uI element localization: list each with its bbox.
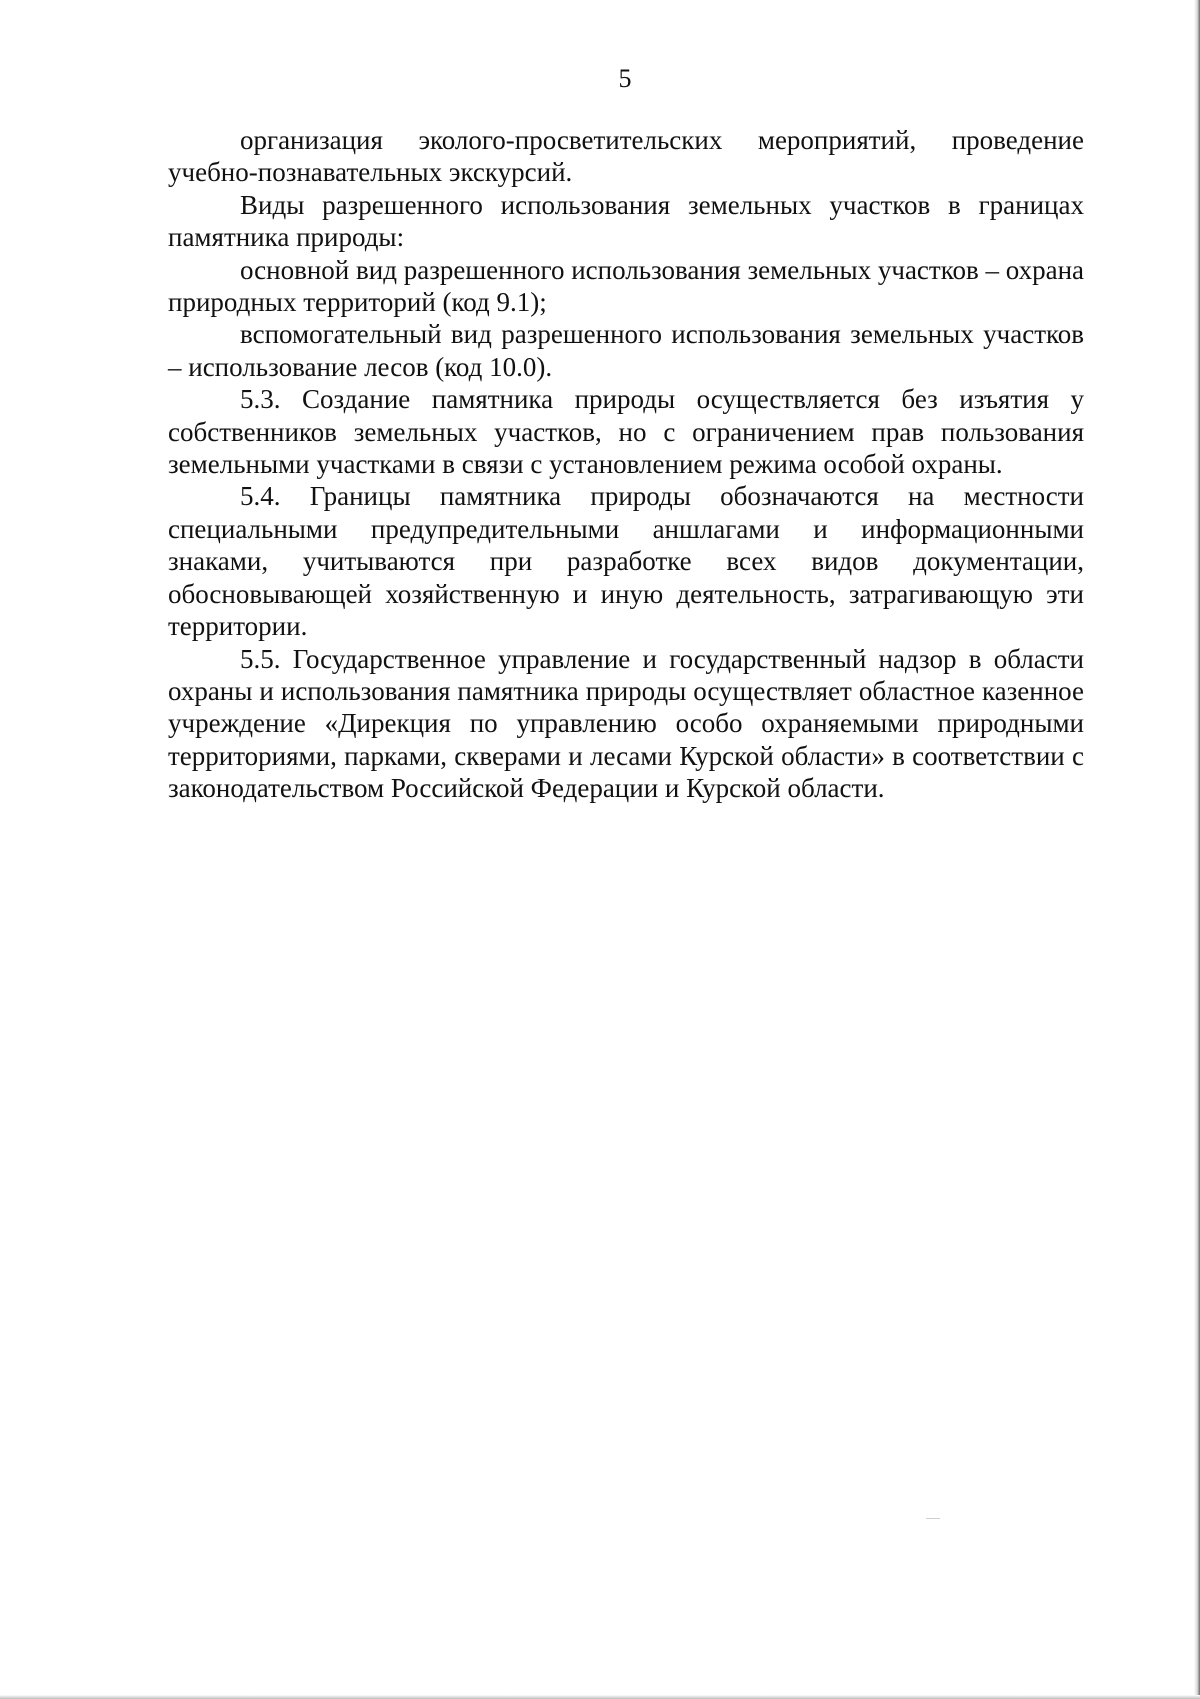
- scan-edge-right: [1194, 0, 1200, 1699]
- scan-speck: [926, 1518, 940, 1519]
- paragraph-5-4: 5.4. Границы памятника природы обозначаются на местности специальными предупредительными аншлагами и информационными знаками, учитываются при разработке всех видов документации, обосновывающей хозяйственную и иную деятельность, затрагивающую эти территории.: [168, 481, 1084, 642]
- scan-edge-bottom: [0, 1695, 1200, 1699]
- paragraph-permitted-use-intro: Виды разрешенного использования земельных участков в границах памятника природы:: [168, 189, 1084, 253]
- paragraph-5-3: 5.3. Создание памятника природы осуществляется без изъятия у собственников земельных участков, но с ограничением прав пользования земельными участками в связи с установлением режима особой охраны.: [168, 384, 1084, 480]
- paragraph-main-use: основной вид разрешенного использования земельных участков – охрана природных территорий (код 9.1);: [168, 254, 1084, 318]
- page-number: 5: [618, 64, 632, 93]
- paragraph-5-5: 5.5. Государственное управление и государственный надзор в области охраны и использования памятника природы осуществляет областное казенное учреждение «Дирекция по управлению особо охраняемыми природными территориями, парками, скверами и лесами Курской области» в соответствии с законодательством Российской Федерации и Курской области.: [168, 643, 1084, 804]
- paragraph-events: организация эколого-просветительских мероприятий, проведение учебно-познавательных экскурсий.: [168, 125, 1084, 188]
- paragraph-auxiliary-use: вспомогательный вид разрешенного использования земельных участков – использование лесов (код 10.0).: [168, 319, 1084, 382]
- document-body: [168, 124, 1084, 805]
